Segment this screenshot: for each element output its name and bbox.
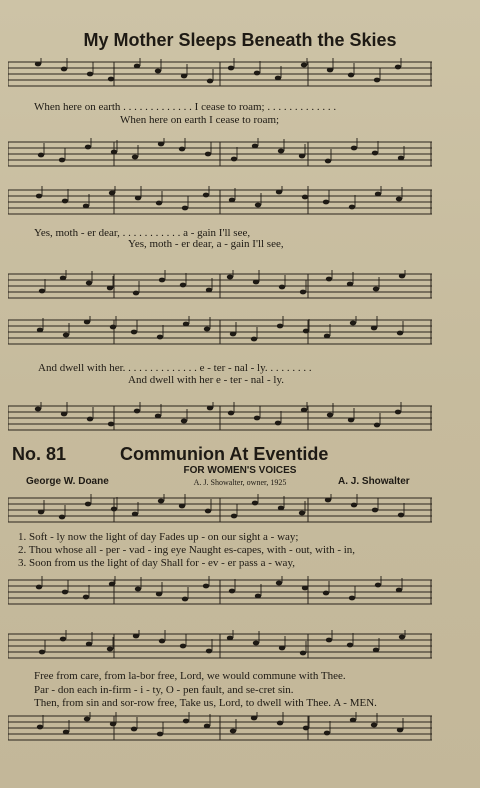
music-staff — [8, 58, 432, 92]
music-staff — [8, 576, 432, 610]
music-staff — [8, 138, 432, 172]
music-staff — [8, 630, 432, 664]
composer-credit: A. J. Showalter — [338, 476, 410, 487]
lyric-line: When here on earth I cease to roam; — [120, 114, 280, 126]
music-staff — [8, 494, 432, 528]
music-staff — [8, 186, 432, 220]
hymn-title: Communion At Eventide — [120, 444, 329, 464]
verse-line: Free from care, from la-bor free, Lord, we would commune with Thee. — [34, 670, 346, 682]
lyric-line: When here on earth . . . . . . . . . . . . . I cease to roam; . . . . . . . . . . . . . — [34, 101, 337, 113]
hymn-title: My Mother Sleeps Beneath the Skies — [83, 30, 397, 50]
verse-line: 2. Thou whose all - per - vad - ing eye Naught es-capes, with - out, with - in, — [18, 544, 356, 556]
lyric-line: Yes, moth - er dear, a - gain I'll see, — [128, 238, 284, 250]
hymn-number: No. 81 — [12, 444, 67, 464]
copyright-notice: A. J. Showalter, owner, 1925 — [193, 478, 287, 487]
lyric-line: And dwell with her. . . . . . . . . . . . . . e - ter - nal - ly. . . . . . . . . — [38, 362, 312, 374]
music-staff — [8, 712, 432, 746]
verse-line: 1. Soft - ly now the light of day Fades up - on our sight a - way; — [18, 531, 299, 543]
verse-line: Par - don each in-firm - i - ty, O - pen fault, and se-cret sin. — [34, 684, 294, 696]
music-staff — [8, 270, 432, 304]
lyricist-credit: George W. Doane — [26, 476, 109, 487]
verse-line: 3. Soon from us the light of day Shall for - ev - er pass a - way, — [18, 557, 295, 569]
music-staff — [8, 316, 432, 350]
lyric-line: And dwell with her e - ter - nal - ly. — [128, 374, 284, 386]
verse-line: Then, from sin and sor-row free, Take us, Lord, to dwell with Thee. A - MEN. — [34, 697, 377, 709]
lyric-line: Yes, moth - er dear, . . . . . . . . . . . a - gain I'll see, — [34, 227, 251, 239]
hymn-subtitle: FOR WOMEN'S VOICES — [183, 465, 297, 476]
music-staff — [8, 402, 432, 436]
